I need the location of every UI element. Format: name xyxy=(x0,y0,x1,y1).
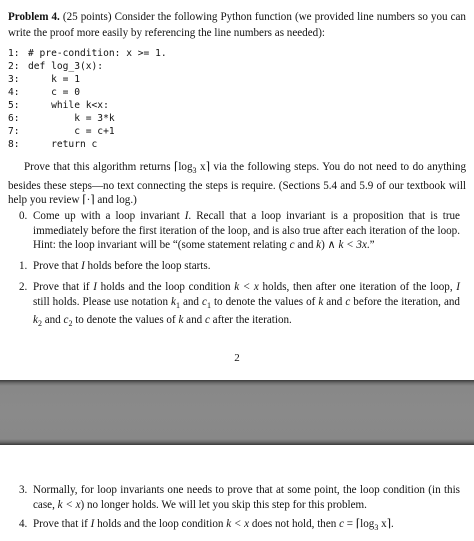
code-line xyxy=(8,125,115,138)
page-bottom xyxy=(0,445,474,541)
code-text: def log_3(x): xyxy=(28,61,104,72)
code-text: c = c+1 xyxy=(28,126,115,137)
line-number: 8: xyxy=(8,139,20,150)
code-line xyxy=(8,60,103,73)
line-number: 7: xyxy=(8,126,20,137)
line-number: 5: xyxy=(8,100,20,111)
problem-label: Problem 4. xyxy=(8,11,60,23)
step-3: 3. Normally, for loop invariants one needs to prove that at some point, the loop condition (in this case, k < x) no longer holds. We will let you skip this step for this problem. xyxy=(19,484,460,511)
step-1: 1. Prove that I holds before the loop starts. xyxy=(19,260,211,272)
code-text: while k<x: xyxy=(28,100,109,111)
code-line xyxy=(8,86,80,99)
line-number: 2: xyxy=(8,61,20,72)
code-text: c = 0 xyxy=(28,87,80,98)
code-text: k = 3*k xyxy=(28,113,115,124)
instructions-paragraph: Prove that this algorithm returns $⌈\log_3$ x⌉ via the following steps. You do not need to do anything besides these steps—no text connecting the steps is require. (Sections 5.4 and 5.9 of our textbook will help you review ⌈·⌉ and log.) xyxy=(8,161,466,207)
code-line xyxy=(8,138,97,151)
step-0: 0. Come up with a loop invariant I. Recall that a loop invariant is a proposition that is true immediately before the first iteration of the loop, and is also true after each iteration of the loop. Hint: the loop invariant will be “(some statement relating c and k) ∧ k < 3x.” xyxy=(19,210,460,251)
page-number: 2 xyxy=(234,352,240,364)
code-listing xyxy=(8,47,308,153)
code-line xyxy=(8,112,115,125)
code-line xyxy=(8,99,109,112)
code-line xyxy=(8,47,167,60)
code-text: # pre-condition: x >= 1. xyxy=(28,48,167,59)
line-number: 3: xyxy=(8,74,20,85)
code-text: return c xyxy=(28,139,98,150)
problem-intro: Consider the following Python function (we provided line numbers so you can write the proof more easily by referencing the line numbers as needed): xyxy=(8,11,466,39)
step-2: 2. Prove that if I holds and the loop condition k < x holds, then after one iteration of the loop, I still holds. Please use notation $k_1$ and $c_1$ to denote the values of k and c before the iteration, and $k_2$ and $c_2$ to denote the values of k and c after the iteration. xyxy=(19,281,460,329)
page-separator xyxy=(0,380,474,445)
code-line xyxy=(8,73,80,86)
code-text: k = 1 xyxy=(28,74,80,85)
line-number: 1: xyxy=(8,48,20,59)
step-4: 4. Prove that if I holds and the loop condition k < x does not hold, then $c = ⌈\log_3$ x⌉. xyxy=(19,518,394,533)
line-number: 4: xyxy=(8,87,20,98)
line-number: 6: xyxy=(8,113,20,124)
problem-points: (25 points) xyxy=(62,11,112,23)
problem-heading xyxy=(8,9,466,41)
